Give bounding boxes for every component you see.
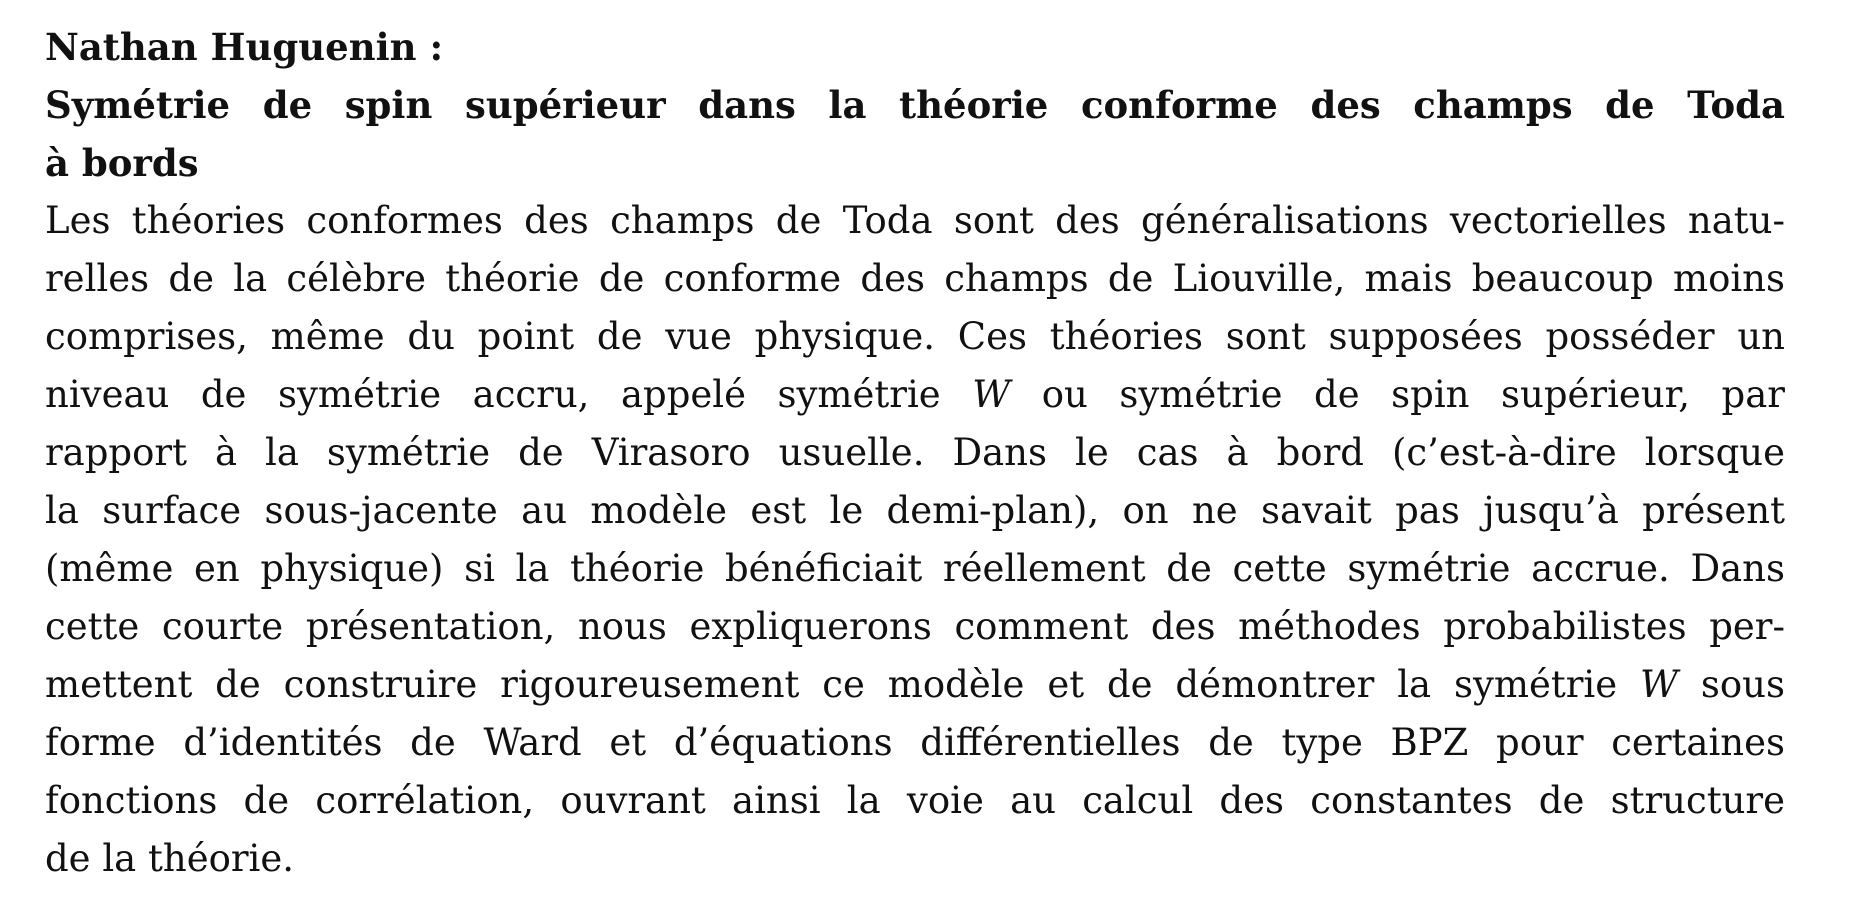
w-symbol: W	[1640, 663, 1679, 706]
abstract-line-4-end: ou symétrie de spin supérieur, par	[1010, 373, 1785, 416]
title-line-2: à bords	[45, 141, 199, 185]
abstract-line-7: (même en physique) si la théorie bénéficiait réellement de cette symétrie accrue. Dans	[45, 547, 1785, 590]
abstract-line-2: relles de la célèbre théorie de conforme des champs de Liouville, mais beaucoup moins	[45, 257, 1785, 300]
abstract-document	[45, 18, 1785, 888]
abstract-line-4	[45, 366, 1785, 424]
abstract-line-9-start: mettent de construire rigoureusement ce modèle et de démontrer la symétrie	[45, 663, 1641, 706]
abstract-line-3: comprises, même du point de vue physique. Ces théories sont supposées posséder un	[45, 315, 1785, 358]
abstract-line-6: la surface sous-jacente au modèle est le demi-plan), on ne savait pas jusqu’à présent	[45, 489, 1785, 532]
title-line-1: Symétrie de spin supérieur dans la théorie conforme des champs de Toda	[45, 83, 1785, 127]
abstract-line-12: de la théorie.	[45, 837, 295, 880]
abstract-line-1: Les théories conformes des champs de Toda sont des généralisations vectorielles natu-	[45, 199, 1785, 242]
author-name: Nathan Huguenin :	[45, 25, 444, 69]
abstract-line-10: forme d’identités de Ward et d’équations différentielles de type BPZ pour certaines	[45, 721, 1785, 764]
abstract-line-4-start: niveau de symétrie accru, appelé symétrie	[45, 373, 973, 416]
abstract-line-5: rapport à la symétrie de Virasoro usuelle. Dans le cas à bord (c’est-à-dire lorsque	[45, 431, 1785, 474]
w-symbol: W	[972, 373, 1011, 416]
abstract-line-9	[45, 656, 1785, 714]
abstract-line-11: fonctions de corrélation, ouvrant ainsi la voie au calcul des constantes de structure	[45, 779, 1785, 822]
abstract-line-9-end: sous	[1678, 663, 1786, 706]
abstract-line-8: cette courte présentation, nous expliquerons comment des méthodes probabilistes per-	[45, 605, 1785, 648]
